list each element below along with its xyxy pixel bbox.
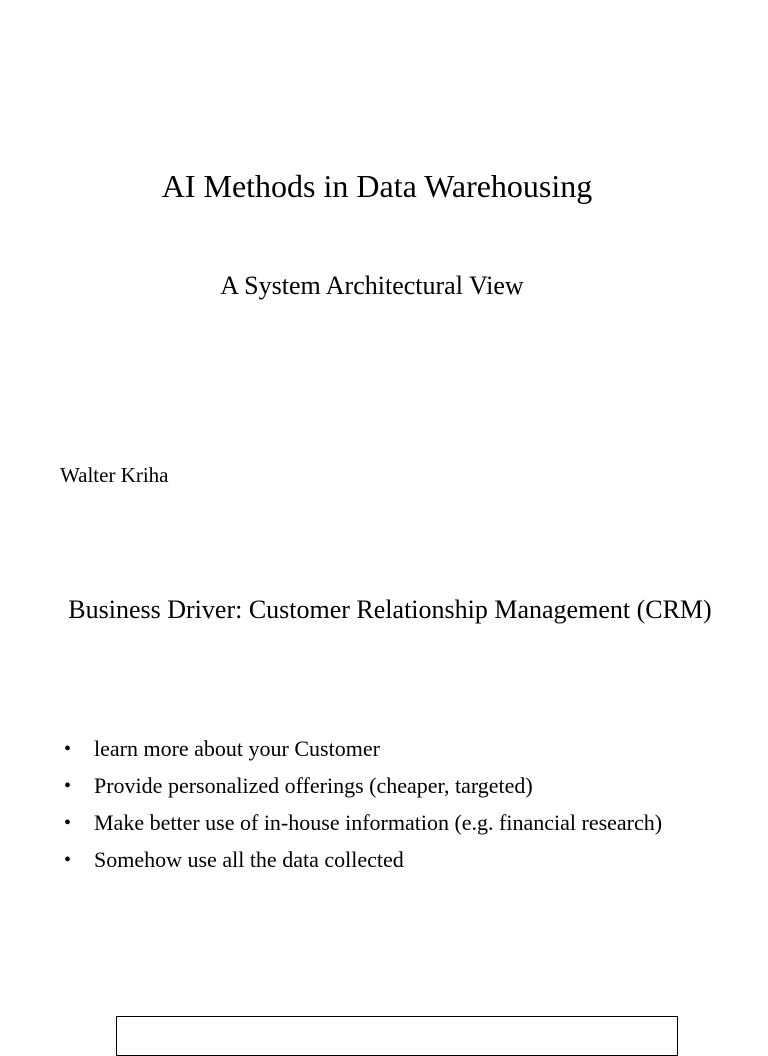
bullet-icon: • <box>64 849 72 871</box>
section-heading: Business Driver: Customer Relationship Management (CRM) <box>68 595 712 624</box>
bullet-icon: • <box>64 738 72 760</box>
bullet-icon: • <box>64 812 72 834</box>
bullet-text: Provide personalized offerings (cheaper, targeted) <box>94 773 533 798</box>
slide-title: AI Methods in Data Warehousing <box>161 168 593 204</box>
bullet-list <box>60 734 700 882</box>
next-slide-frame <box>116 1016 678 1056</box>
list-item <box>60 808 700 838</box>
list-item <box>60 734 700 764</box>
list-item <box>60 845 700 875</box>
list-item <box>60 771 700 801</box>
author-name: Walter Kriha <box>60 463 169 487</box>
slide-subtitle: A System Architectural View <box>220 271 524 300</box>
bullet-text: Somehow use all the data collected <box>94 847 404 872</box>
bullet-icon: • <box>64 775 72 797</box>
bullet-text: learn more about your Customer <box>94 736 380 761</box>
bullet-text: Make better use of in-house information (e.g. financial research) <box>94 810 663 835</box>
